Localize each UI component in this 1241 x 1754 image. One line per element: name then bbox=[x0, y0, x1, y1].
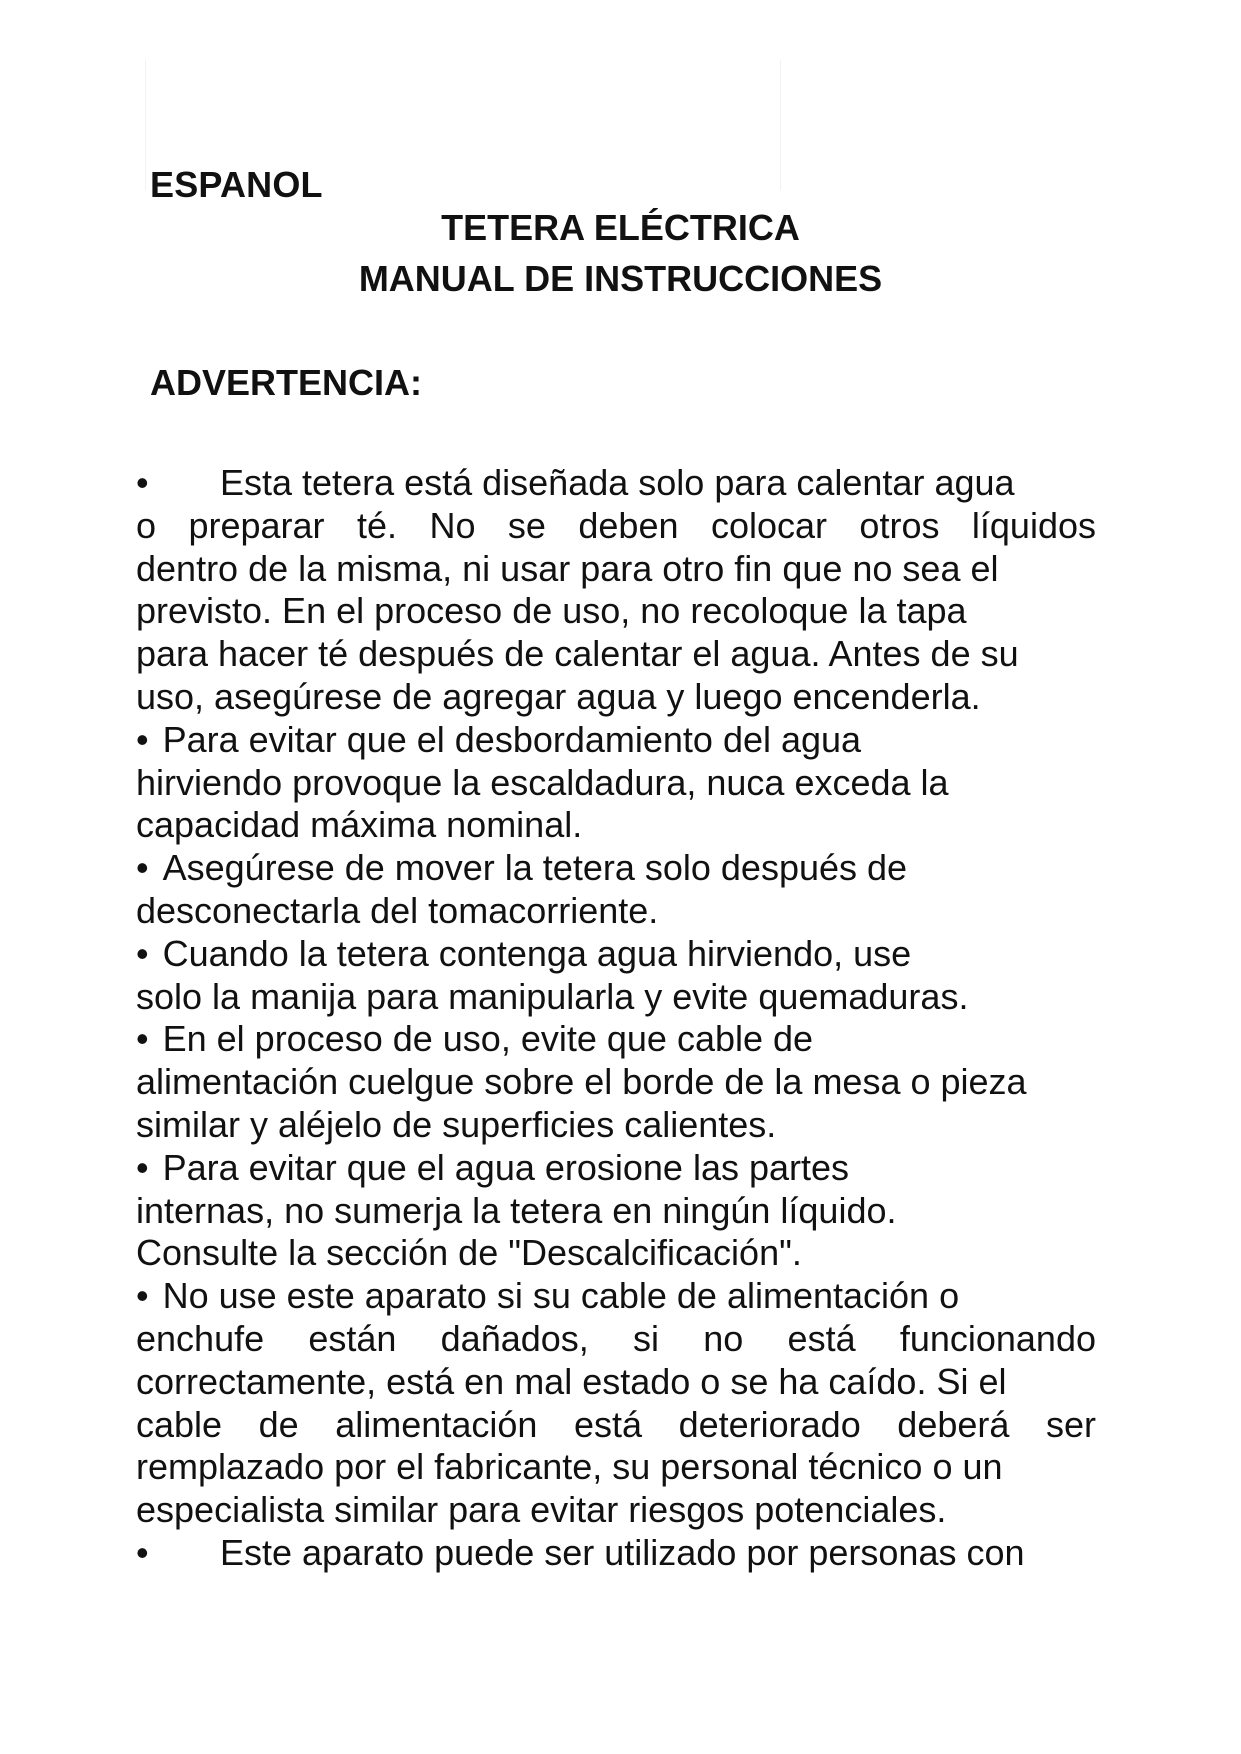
text-line: capacidad máxima nominal. bbox=[136, 804, 583, 846]
text-line: remplazado por el fabricante, su personal técnico o un bbox=[136, 1446, 1003, 1488]
text-line: dentro de la misma, ni usar para otro fin que no sea el bbox=[136, 547, 999, 589]
line-text: En el proceso de uso, evite que cable de bbox=[162, 1018, 814, 1060]
document-title: TETERA ELÉCTRICA bbox=[441, 207, 800, 248]
text-line: solo la manija para manipularla y evite quemaduras. bbox=[136, 975, 969, 1017]
line-text: Esta tetera está diseñada solo para calentar agua bbox=[220, 462, 1015, 503]
line-text: Asegúrese de mover la tetera solo después de bbox=[162, 847, 908, 889]
text-line: para hacer té después de calentar el agua. Antes de su bbox=[136, 633, 1019, 675]
line-text: Para evitar que el desbordamiento del agua bbox=[162, 718, 862, 760]
text-line: alimentación cuelgue sobre el borde de la mesa o pieza bbox=[136, 1061, 1027, 1103]
scan-edge-mark bbox=[145, 60, 146, 190]
text-line bbox=[136, 933, 1096, 976]
text-line bbox=[136, 1018, 1096, 1061]
bullet-icon: • bbox=[136, 1531, 149, 1573]
bullet-icon: • bbox=[136, 1146, 149, 1188]
text-line bbox=[136, 847, 1096, 890]
bullet-icon: • bbox=[136, 462, 149, 503]
text-line: cable de alimentación está deteriorado deberá ser bbox=[136, 1403, 1096, 1445]
language-label: ESPANOL bbox=[150, 164, 323, 205]
text-line: hirviendo provoque la escaldadura, nuca exceda la bbox=[136, 761, 949, 803]
text-line: Consulte la sección de "Descalcificación". bbox=[136, 1232, 802, 1274]
text-line: internas, no sumerja la tetera en ningún líquido. bbox=[136, 1189, 897, 1231]
warning-heading: ADVERTENCIA: bbox=[150, 362, 423, 403]
text-line bbox=[136, 462, 1096, 505]
text-line: similar y aléjelo de superficies calientes. bbox=[136, 1103, 777, 1145]
bullet-icon: • bbox=[136, 1275, 149, 1317]
warning-list bbox=[136, 462, 1096, 1575]
bullet-icon: • bbox=[136, 718, 149, 760]
line-text: Este aparato puede ser utilizado por personas con bbox=[220, 1531, 1025, 1573]
document-subtitle: MANUAL DE INSTRUCCIONES bbox=[358, 258, 883, 299]
bullet-icon: • bbox=[136, 1018, 149, 1060]
text-line: uso, asegúrese de agregar agua y luego encenderla. bbox=[136, 675, 981, 717]
line-text: Cuando la tetera contenga agua hirviendo, use bbox=[162, 932, 912, 974]
text-line: enchufe están dañados, si no está funcionando bbox=[136, 1317, 1096, 1359]
text-line: previsto. En el proceso de uso, no recoloque la tapa bbox=[136, 590, 967, 632]
text-line bbox=[136, 1532, 1096, 1575]
text-line: correctamente, está en mal estado o se ha caído. Si el bbox=[136, 1360, 1007, 1402]
text-line: desconectarla del tomacorriente. bbox=[136, 889, 659, 931]
line-text: No use este aparato si su cable de alimentación o bbox=[162, 1275, 960, 1317]
text-line bbox=[136, 1275, 1096, 1318]
text-line bbox=[136, 1147, 1096, 1190]
bullet-icon: • bbox=[136, 932, 149, 974]
bullet-icon: • bbox=[136, 847, 149, 889]
text-line bbox=[136, 719, 1096, 762]
scan-edge-mark bbox=[780, 60, 781, 190]
line-text: Para evitar que el agua erosione las partes bbox=[162, 1146, 850, 1188]
text-line: o preparar té. No se deben colocar otros líquidos bbox=[136, 504, 1096, 546]
text-line: especialista similar para evitar riesgos potenciales. bbox=[136, 1489, 947, 1531]
